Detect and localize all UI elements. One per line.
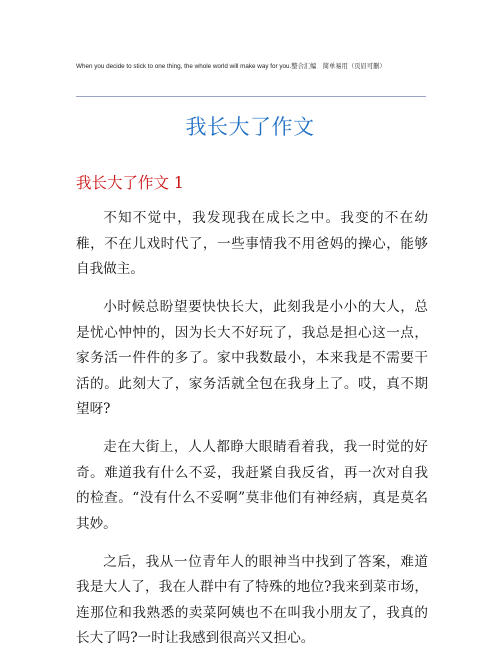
document-title: 我长大了作文: [185, 115, 315, 139]
paragraph: 之后，我从一位青年人的眼神当中找到了答案，难道我是大人了，我在人群中有了特殊的地位?我来到菜市场，连那位和我熟悉的卖菜阿姨也不在叫我小朋友了，我真的长大了吗?一时让我感到很高兴又担心。: [76, 553, 428, 646]
paragraph: 小时候总盼望要快快长大，此刻我是小小的大人，总是忧心忡忡的，因为长大不好玩了，我总是担心这一点，家务活一件件的多了。家中我数最小，本来我是不需要干活的。此刻大了，家务活就全包在我身上了。哎，真不期望呀?: [76, 299, 428, 417]
header-note: 整合汇编 简单易用（页眉可删）: [291, 63, 386, 70]
header-tagline: When you decide to stick to one thing, the whole world will make way for you.: [76, 63, 292, 70]
paragraph: 不知不觉中，我发现我在成长之中。我变的不在幼稚，不在儿戏时代了，一些事情我不用爸妈的操心，能够自我做主。: [76, 210, 428, 277]
paragraph: 走在大街上，人人都睁大眼睛看着我，我一时觉的好奇。难道我有什么不妥，我赶紧自我反省，再一次对自我的检查。“没有什么不妥啊”莫非他们有神经病，真是莫名其妙。: [76, 439, 428, 532]
header-divider: [76, 96, 426, 97]
section-heading: 我长大了作文 1: [76, 174, 184, 192]
page-header: [76, 62, 426, 71]
essay-body: [76, 206, 428, 664]
